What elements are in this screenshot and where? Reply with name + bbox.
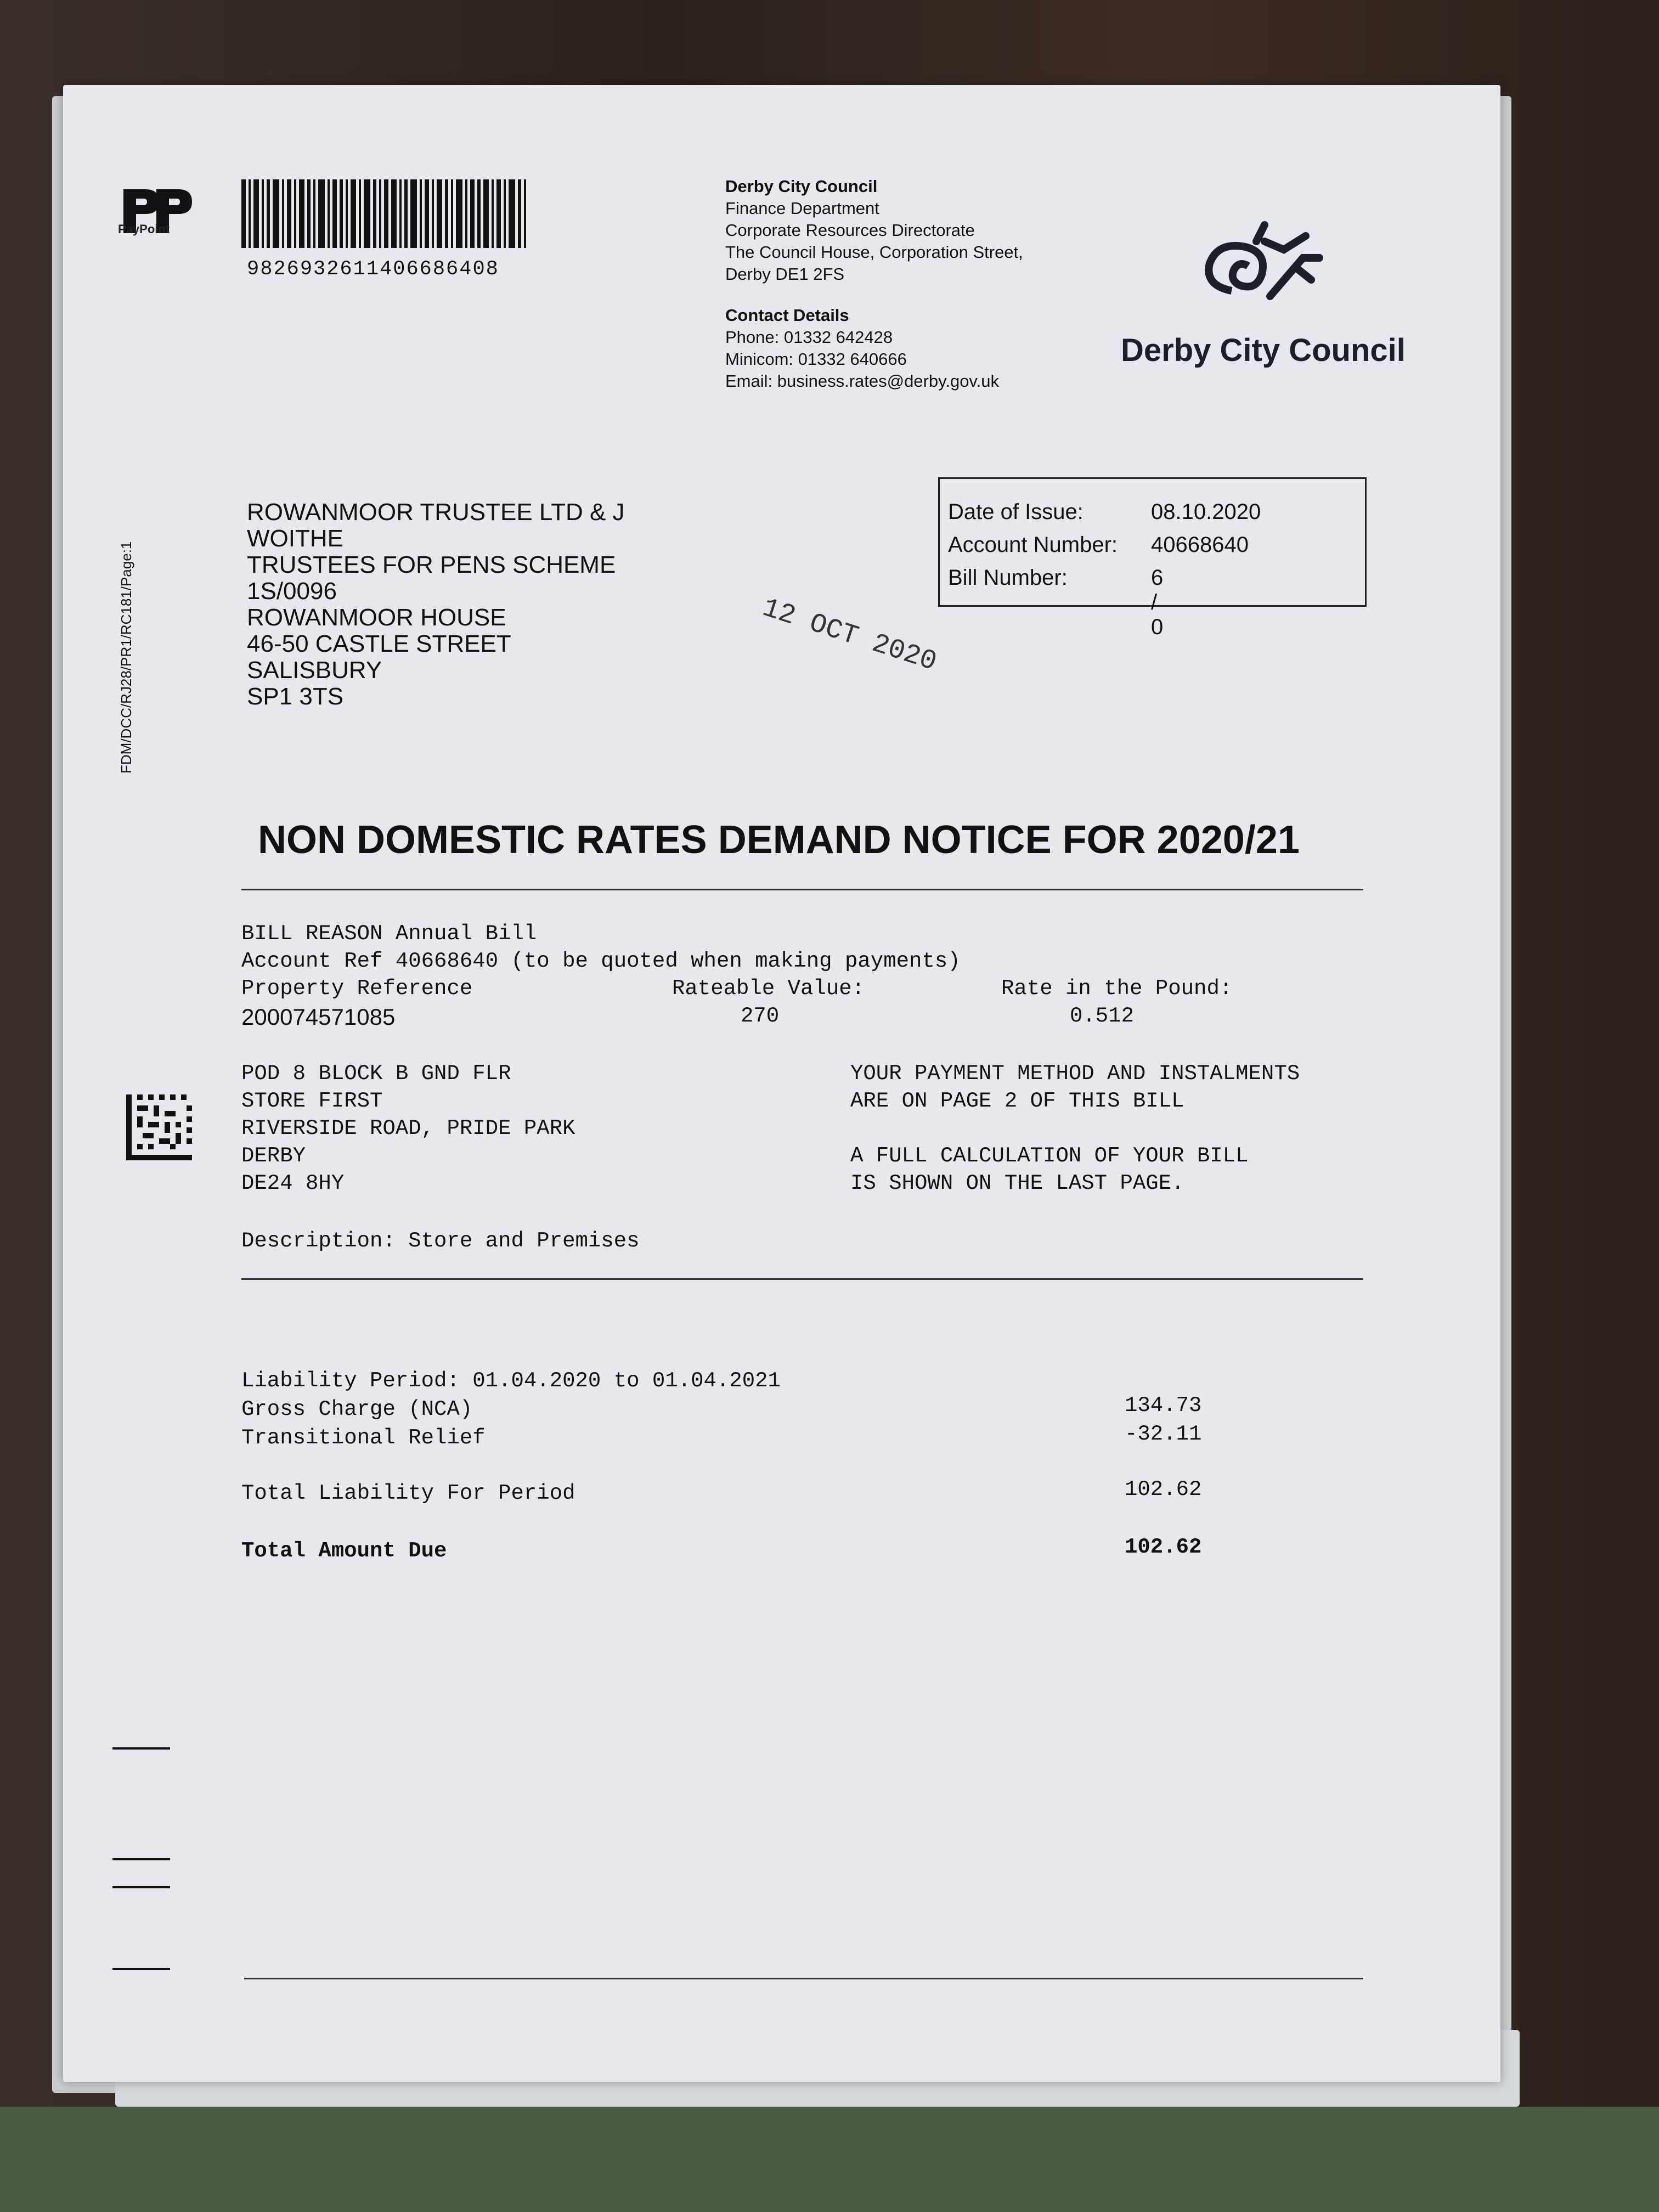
contact-minicom: Minicom: 01332 640666 bbox=[725, 349, 907, 369]
recipient-line: ROWANMOOR TRUSTEE LTD & J bbox=[247, 499, 625, 526]
council-postcode: Derby DE1 2FS bbox=[725, 264, 845, 284]
liability-period: Liability Period: 01.04.2020 to 01.04.2021 bbox=[241, 1369, 781, 1393]
account-number-label: Account Number: bbox=[948, 533, 1118, 557]
payment-barcode bbox=[241, 179, 538, 248]
rate-in-pound-value: 0.512 bbox=[1070, 1004, 1135, 1028]
recipient-line: SP1 3TS bbox=[247, 683, 344, 710]
transitional-relief-label: Transitional Relief bbox=[241, 1426, 486, 1450]
property-line: STORE FIRST bbox=[241, 1089, 383, 1113]
council-street: The Council House, Corporation Street, bbox=[725, 242, 1023, 262]
recipient-line: TRUSTEES FOR PENS SCHEME bbox=[247, 551, 616, 578]
council-address bbox=[725, 176, 1023, 285]
bill-number-value: 6 / 0 bbox=[1151, 566, 1164, 639]
recipient-line: 46-50 CASTLE STREET bbox=[247, 630, 511, 657]
ram-logo-icon bbox=[1193, 219, 1325, 329]
details-divider bbox=[241, 1278, 1363, 1280]
account-number-value: 40668640 bbox=[1151, 533, 1249, 557]
calculation-note-line: IS SHOWN ON THE LAST PAGE. bbox=[850, 1171, 1184, 1195]
council-name: Derby City Council bbox=[725, 177, 878, 196]
property-line: POD 8 BLOCK B GND FLR bbox=[241, 1062, 511, 1086]
carpet-background bbox=[0, 2107, 1659, 2212]
property-line: DE24 8HY bbox=[241, 1171, 345, 1195]
total-amount-due-value: 102.62 bbox=[1125, 1535, 1202, 1559]
gross-charge-label: Gross Charge (NCA) bbox=[241, 1397, 473, 1421]
page-title: NON DOMESTIC RATES DEMAND NOTICE FOR 2020/21 bbox=[258, 818, 1300, 862]
title-divider bbox=[241, 889, 1363, 890]
total-liability-value: 102.62 bbox=[1125, 1477, 1202, 1502]
payment-note-line: YOUR PAYMENT METHOD AND INSTALMENTS bbox=[850, 1062, 1300, 1086]
calculation-note-line: A FULL CALCULATION OF YOUR BILL bbox=[850, 1144, 1249, 1168]
transitional-relief-value: -32.11 bbox=[1125, 1422, 1202, 1446]
bottom-rule bbox=[244, 1978, 1363, 1979]
bill-number-label: Bill Number: bbox=[948, 566, 1068, 590]
contact-phone: Phone: 01332 642428 bbox=[725, 328, 893, 347]
property-line: RIVERSIDE ROAD, PRIDE PARK bbox=[241, 1116, 575, 1141]
fold-mark bbox=[112, 1858, 170, 1860]
council-department: Finance Department bbox=[725, 199, 879, 218]
account-ref: Account Ref 40668640 (to be quoted when making payments) bbox=[241, 949, 961, 973]
contact-email: Email: business.rates@derby.gov.uk bbox=[725, 371, 999, 391]
date-of-issue-value: 08.10.2020 bbox=[1151, 500, 1261, 524]
property-line: DERBY bbox=[241, 1144, 306, 1168]
fold-mark bbox=[112, 1747, 170, 1750]
received-date-stamp: 12 OCT 2020 bbox=[758, 592, 940, 679]
fold-mark bbox=[112, 1886, 170, 1888]
rateable-value-value: 270 bbox=[741, 1004, 780, 1028]
rates-demand-notice-page bbox=[63, 85, 1500, 2082]
rate-in-pound-label: Rate in the Pound: bbox=[1001, 977, 1233, 1001]
side-reference-code: FDM/DCC/RJ28/PR1/RC181/Page:1 bbox=[118, 541, 134, 774]
council-logo-text: Derby City Council bbox=[1121, 332, 1406, 368]
total-amount-due-label: Total Amount Due bbox=[241, 1539, 447, 1563]
property-reference-value: 200074571085 bbox=[241, 1004, 396, 1030]
property-reference-label: Property Reference bbox=[241, 977, 473, 1001]
rateable-value-label: Rateable Value: bbox=[672, 977, 865, 1001]
property-description: Description: Store and Premises bbox=[241, 1229, 640, 1253]
gross-charge-value: 134.73 bbox=[1125, 1393, 1202, 1418]
bill-reason: BILL REASON Annual Bill bbox=[241, 922, 537, 946]
date-of-issue-label: Date of Issue: bbox=[948, 500, 1084, 524]
payment-note-line: ARE ON PAGE 2 OF THIS BILL bbox=[850, 1089, 1184, 1113]
paypoint-label: PayPoint bbox=[118, 222, 170, 236]
contact-details bbox=[725, 304, 999, 392]
contact-heading: Contact Details bbox=[725, 306, 849, 325]
barcode-number: 9826932611406686408 bbox=[247, 258, 499, 281]
recipient-address bbox=[247, 499, 625, 710]
recipient-line: 1S/0096 bbox=[247, 578, 337, 605]
council-directorate: Corporate Resources Directorate bbox=[725, 221, 975, 240]
total-liability-label: Total Liability For Period bbox=[241, 1481, 575, 1505]
data-matrix-code-icon bbox=[126, 1094, 192, 1160]
issue-info-box bbox=[938, 477, 1367, 639]
fold-mark bbox=[112, 1968, 170, 1970]
recipient-line: WOITHE bbox=[247, 525, 343, 552]
recipient-line: SALISBURY bbox=[247, 657, 382, 684]
recipient-line: ROWANMOOR HOUSE bbox=[247, 604, 506, 631]
